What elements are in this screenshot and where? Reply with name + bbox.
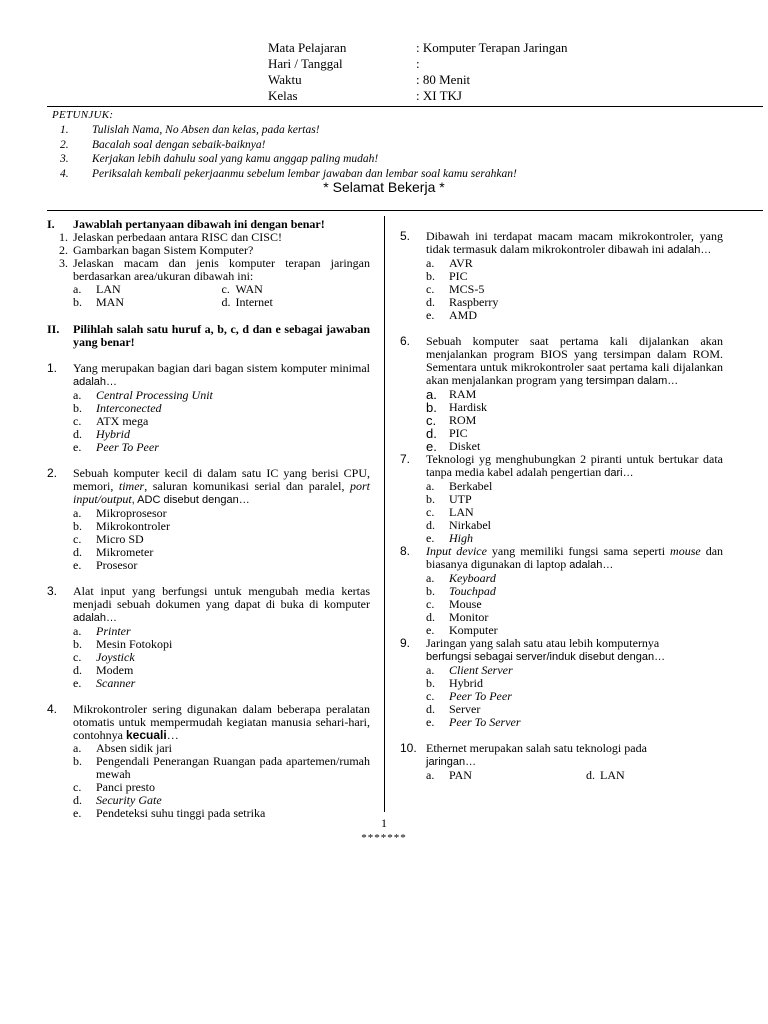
question-number: 1. bbox=[47, 361, 58, 375]
section-2-heading bbox=[47, 323, 370, 349]
option: b. UTP bbox=[426, 492, 472, 506]
header-row-time bbox=[268, 73, 628, 89]
option: d. PIC bbox=[426, 426, 468, 441]
option-text: High bbox=[449, 531, 473, 545]
option-text: Komputer bbox=[449, 623, 498, 637]
question-5: 5. Dibawah ini terdapat macam macam mikrokontroler, yang tidak termasuk dalam mikrokontroler dibawah ini adalah… a. AVR b. PIC c. MCS-5 d. Raspberry e. AMD bbox=[400, 229, 723, 322]
option-text: Disket bbox=[449, 439, 481, 453]
option: e. Disket bbox=[426, 439, 481, 454]
option: c. Micro SD bbox=[73, 532, 144, 546]
option-text: ATX mega bbox=[96, 414, 149, 428]
option: e. Pendeteksi suhu tinggi pada setrika bbox=[73, 806, 266, 820]
question-8: 8. Input device yang memiliki fungsi sama seperti mouse dan biasanya digunakan di laptop adalah… a. Keyboard b. Touchpad c. Mouse d. Monitor e. Komputer bbox=[400, 544, 724, 637]
option-text: PAN bbox=[449, 768, 472, 782]
option: e. Peer To Server bbox=[426, 715, 521, 729]
option-text: Hybrid bbox=[96, 427, 130, 441]
option: c. Panci presto bbox=[73, 780, 155, 794]
option: d. Hybrid bbox=[73, 427, 130, 441]
option-row bbox=[73, 296, 370, 309]
question-4: 4. Mikrokontroler sering digunakan dalam beberapa peralatan otomatis untuk mempermudah kegiatan manusia sehari-hari, contohnya kecuali… a. Absen sidik jari b. Pengendali Penerangan Ruangan pada apartemen/rumah mewah c. Panci presto d. Security Gate e. Pendeteksi suhu tinggi pada setrika bbox=[47, 702, 370, 820]
option-text: Mikrokontroler bbox=[96, 519, 170, 533]
option: d. Nirkabel bbox=[426, 518, 491, 532]
option-text: Mesin Fotokopi bbox=[96, 637, 173, 651]
option: a. Keyboard bbox=[426, 571, 496, 585]
question-1 bbox=[47, 362, 370, 454]
greeting-divider bbox=[47, 210, 763, 211]
right-column bbox=[400, 230, 723, 782]
option-text: Mikrometer bbox=[96, 545, 154, 559]
option: c. Peer To Peer bbox=[426, 689, 512, 703]
option-text: Peer To Server bbox=[449, 715, 521, 729]
header-value: : Komputer Terapan Jaringan bbox=[416, 40, 568, 55]
instruction-text: Bacalah soal dengan sebaik-baiknya! bbox=[92, 139, 266, 151]
option-text: Nirkabel bbox=[449, 518, 491, 532]
option: a. Berkabel bbox=[426, 479, 493, 493]
option-text: PIC bbox=[449, 426, 468, 440]
greeting-text: * Selamat Bekerja * bbox=[323, 179, 445, 195]
question-number: 10. bbox=[400, 741, 417, 755]
option-text: Berkabel bbox=[449, 479, 493, 493]
option-text: Pendeteksi suhu tinggi pada setrika bbox=[96, 806, 266, 820]
option-text: Pengendali Penerangan Ruangan pada apartemen/rumah mewah bbox=[96, 754, 370, 781]
option: e. Scanner bbox=[73, 676, 136, 690]
option: e. AMD bbox=[426, 308, 478, 322]
section-title: Jawablah pertanyaan dibawah ini dengan benar! bbox=[73, 217, 325, 231]
header-value: : 80 Menit bbox=[416, 72, 471, 87]
option: e. Peer To Peer bbox=[73, 440, 159, 454]
option: d. Security Gate bbox=[73, 793, 162, 807]
option-text: AVR bbox=[449, 256, 473, 270]
option-text: Modem bbox=[96, 663, 134, 677]
left-column bbox=[47, 218, 370, 820]
option-text: Micro SD bbox=[96, 532, 144, 546]
question-number: 5. bbox=[400, 229, 411, 243]
option: b. Mesin Fotokopi bbox=[73, 637, 173, 651]
column-divider bbox=[384, 216, 385, 812]
option-text: Raspberry bbox=[449, 295, 499, 309]
option: c. Joystick bbox=[73, 650, 135, 664]
option: c. MCS-5 bbox=[426, 282, 485, 296]
option-text: WAN bbox=[235, 282, 263, 296]
option: b. Interconected bbox=[73, 401, 162, 415]
instruction-item bbox=[60, 168, 517, 181]
instruction-text: Tulislah Nama, No Absen dan kelas, pada kertas! bbox=[92, 124, 320, 136]
option: c. ROM bbox=[426, 413, 477, 428]
essay-text: Jelaskan macam dan jenis komputer terapan jaringan berdasarkan area/ukuran dibawah ini: bbox=[73, 256, 370, 283]
option: c. ATX mega bbox=[73, 414, 149, 428]
option-row: a. PAN d. LAN bbox=[426, 768, 625, 782]
section-number: II. bbox=[47, 322, 60, 336]
section-title: Pilihlah salah satu huruf a, b, c, d dan e sebagai jawaban yang benar! bbox=[73, 322, 370, 349]
option: b. Hybrid bbox=[426, 676, 483, 690]
essay-question bbox=[59, 257, 370, 283]
question-text: Yang merupakan bagian dari bagan sistem komputer minimal bbox=[73, 361, 370, 375]
option-text: Mouse bbox=[449, 597, 482, 611]
option-text: Security Gate bbox=[96, 793, 162, 807]
question-number: 6. bbox=[400, 334, 411, 348]
question-10: 10. Ethernet merupakan salah satu teknologi pada jaringan… a. PAN d. LAN bbox=[400, 742, 723, 782]
option: a. Client Server bbox=[426, 663, 513, 677]
option: c. LAN bbox=[426, 505, 474, 519]
option-text: Hardisk bbox=[449, 400, 487, 414]
option-text: MAN bbox=[96, 295, 125, 309]
instruction-item bbox=[60, 139, 265, 152]
option-text: Client Server bbox=[449, 663, 513, 677]
question-number: 8. bbox=[400, 544, 411, 558]
option: b. PIC bbox=[426, 269, 468, 283]
essay-number: 3. bbox=[59, 256, 68, 270]
option-text: LAN bbox=[449, 505, 474, 519]
option: a. RAM bbox=[426, 387, 477, 402]
option-text: Hybrid bbox=[449, 676, 483, 690]
essay-text: Jelaskan perbedaan antara RISC dan CISC! bbox=[73, 230, 282, 244]
instruction-number: 1. bbox=[60, 124, 69, 136]
essay-text: Gambarkan bagan Sistem Komputer? bbox=[73, 243, 254, 257]
option-text: Absen sidik jari bbox=[96, 741, 172, 755]
header-value: : XI TKJ bbox=[416, 88, 462, 103]
page-number: 1 bbox=[381, 816, 387, 830]
option: a. Printer bbox=[73, 624, 131, 638]
instruction-item bbox=[60, 153, 378, 166]
question-number: 7. bbox=[400, 452, 411, 466]
question-9: 9. Jaringan yang salah satu atau lebih komputernya berfungsi sebagai server/induk disebut dengan… a. Client Server b. Hybrid c. Peer To Peer d. Server e. Peer To Server bbox=[400, 637, 723, 729]
option: e. High bbox=[426, 531, 473, 545]
instruction-text: Kerjakan lebih dahulu soal yang kamu anggap paling mudah! bbox=[92, 153, 379, 165]
option-text: Server bbox=[449, 702, 481, 716]
option: c. Mouse bbox=[426, 597, 482, 611]
header-divider bbox=[47, 106, 763, 107]
option-text: Scanner bbox=[96, 676, 136, 690]
option-letter: c. bbox=[221, 282, 230, 296]
option-text: AMD bbox=[449, 308, 478, 322]
header-label: Mata Pelajaran bbox=[268, 40, 347, 55]
option-letter: d. bbox=[221, 295, 231, 309]
option-text: Panci presto bbox=[96, 780, 155, 794]
question-2: 2. Sebuah komputer kecil di dalam satu IC yang berisi CPU, memori, timer, saluran komunikasi serial dan paralel, port input/output, ADC disebut dengan… a. Mikroprosesor b. Mikrokontroler c. Micro SD d. Mikrometer e. Prosesor bbox=[47, 466, 371, 572]
option-letter: a. bbox=[73, 282, 82, 296]
option: d. Server bbox=[426, 702, 481, 716]
option-text: RAM bbox=[449, 387, 477, 401]
header-label: Waktu bbox=[268, 72, 302, 87]
option-text: LAN bbox=[600, 768, 625, 782]
option-letter: b. bbox=[73, 295, 82, 309]
question-3: 3. Alat input yang berfungsi untuk mengubah media kertas menjadi sebuah dokumen yang dapat di buka di komputer adalah… a. Printer b. Mesin Fotokopi c. Joystick d. Modem e. Scanner bbox=[47, 584, 370, 690]
question-number: 2. bbox=[47, 466, 58, 480]
option-text: Joystick bbox=[96, 650, 135, 664]
option-text: LAN bbox=[96, 282, 121, 296]
essay-number: 2. bbox=[59, 243, 68, 257]
option: d. Modem bbox=[73, 663, 134, 677]
option: e. Prosesor bbox=[73, 558, 138, 572]
option: a. Absen sidik jari bbox=[73, 741, 172, 755]
option-text: Peer To Peer bbox=[96, 440, 159, 454]
question-number: 9. bbox=[400, 636, 411, 650]
option: b. Pengendali Penerangan Ruangan pada apartemen/rumah mewah bbox=[73, 754, 370, 781]
footer-stars: ******* bbox=[361, 832, 407, 844]
option-text: Printer bbox=[96, 624, 131, 638]
option-text: Peer To Peer bbox=[449, 689, 512, 703]
instruction-number: 2. bbox=[60, 139, 69, 151]
option: d. Monitor bbox=[426, 610, 489, 624]
instruction-number: 4. bbox=[60, 168, 69, 180]
header-row-subject bbox=[268, 41, 628, 57]
instructions-title: PETUNJUK: bbox=[52, 109, 114, 121]
option: e. Komputer bbox=[426, 623, 498, 637]
question-7: 7. Teknologi yg menghubungkan 2 piranti untuk bertukar data tanpa media kabel adalah pengertian dari… a. Berkabel b. UTP c. LAN d. Nirkabel e. High bbox=[400, 452, 723, 545]
option: b. Mikrokontroler bbox=[73, 519, 170, 533]
option-text: Keyboard bbox=[449, 571, 496, 585]
header-value: : bbox=[416, 56, 420, 71]
option-text: Mikroprosesor bbox=[96, 506, 167, 520]
option: a. Central Processing Unit bbox=[73, 388, 213, 402]
header-label: Kelas bbox=[268, 88, 298, 103]
option: d. Mikrometer bbox=[73, 545, 154, 559]
instruction-item bbox=[60, 124, 320, 137]
option: a. AVR bbox=[426, 256, 473, 270]
option-text: MCS-5 bbox=[449, 282, 485, 296]
option-text: Prosesor bbox=[96, 558, 138, 572]
option-text: Internet bbox=[235, 295, 273, 309]
section-number: I. bbox=[47, 217, 55, 231]
option: b. Touchpad bbox=[426, 584, 496, 598]
header-row-class bbox=[268, 89, 628, 105]
essay-options bbox=[73, 283, 370, 309]
question-tail: adalah… bbox=[73, 376, 118, 388]
option-text: ROM bbox=[449, 413, 477, 427]
option: d. Raspberry bbox=[426, 295, 499, 309]
option: b. Hardisk bbox=[426, 400, 487, 415]
option-text: Interconected bbox=[96, 401, 162, 415]
option-text: Touchpad bbox=[449, 584, 496, 598]
instruction-number: 3. bbox=[60, 153, 69, 165]
option-text: Monitor bbox=[449, 610, 489, 624]
question-number: 3. bbox=[47, 584, 58, 598]
option-text: PIC bbox=[449, 269, 468, 283]
header-label: Hari / Tanggal bbox=[268, 56, 343, 71]
question-number: 4. bbox=[47, 702, 58, 716]
header-row-date bbox=[268, 57, 628, 73]
option-text: UTP bbox=[449, 492, 472, 506]
option: a. Mikroprosesor bbox=[73, 506, 167, 520]
question-6: 6. Sebuah komputer saat pertama kali dijalankan akan menjalankan program BIOS yang tersimpan dalam ROM. Sementara untuk mikrokontroler saat pertama kali dijalankan akan menjalankan program yang tersimpan dalam… a. RAM b. Hardisk c. ROM d. PIC e. Disket bbox=[400, 334, 723, 454]
instruction-text: Periksalah kembali pekerjaanmu sebelum lembar jawaban dan lembar soal kamu serahkan! bbox=[92, 168, 517, 180]
essay-number: 1. bbox=[59, 230, 68, 244]
option-text: Central Processing Unit bbox=[96, 388, 213, 402]
